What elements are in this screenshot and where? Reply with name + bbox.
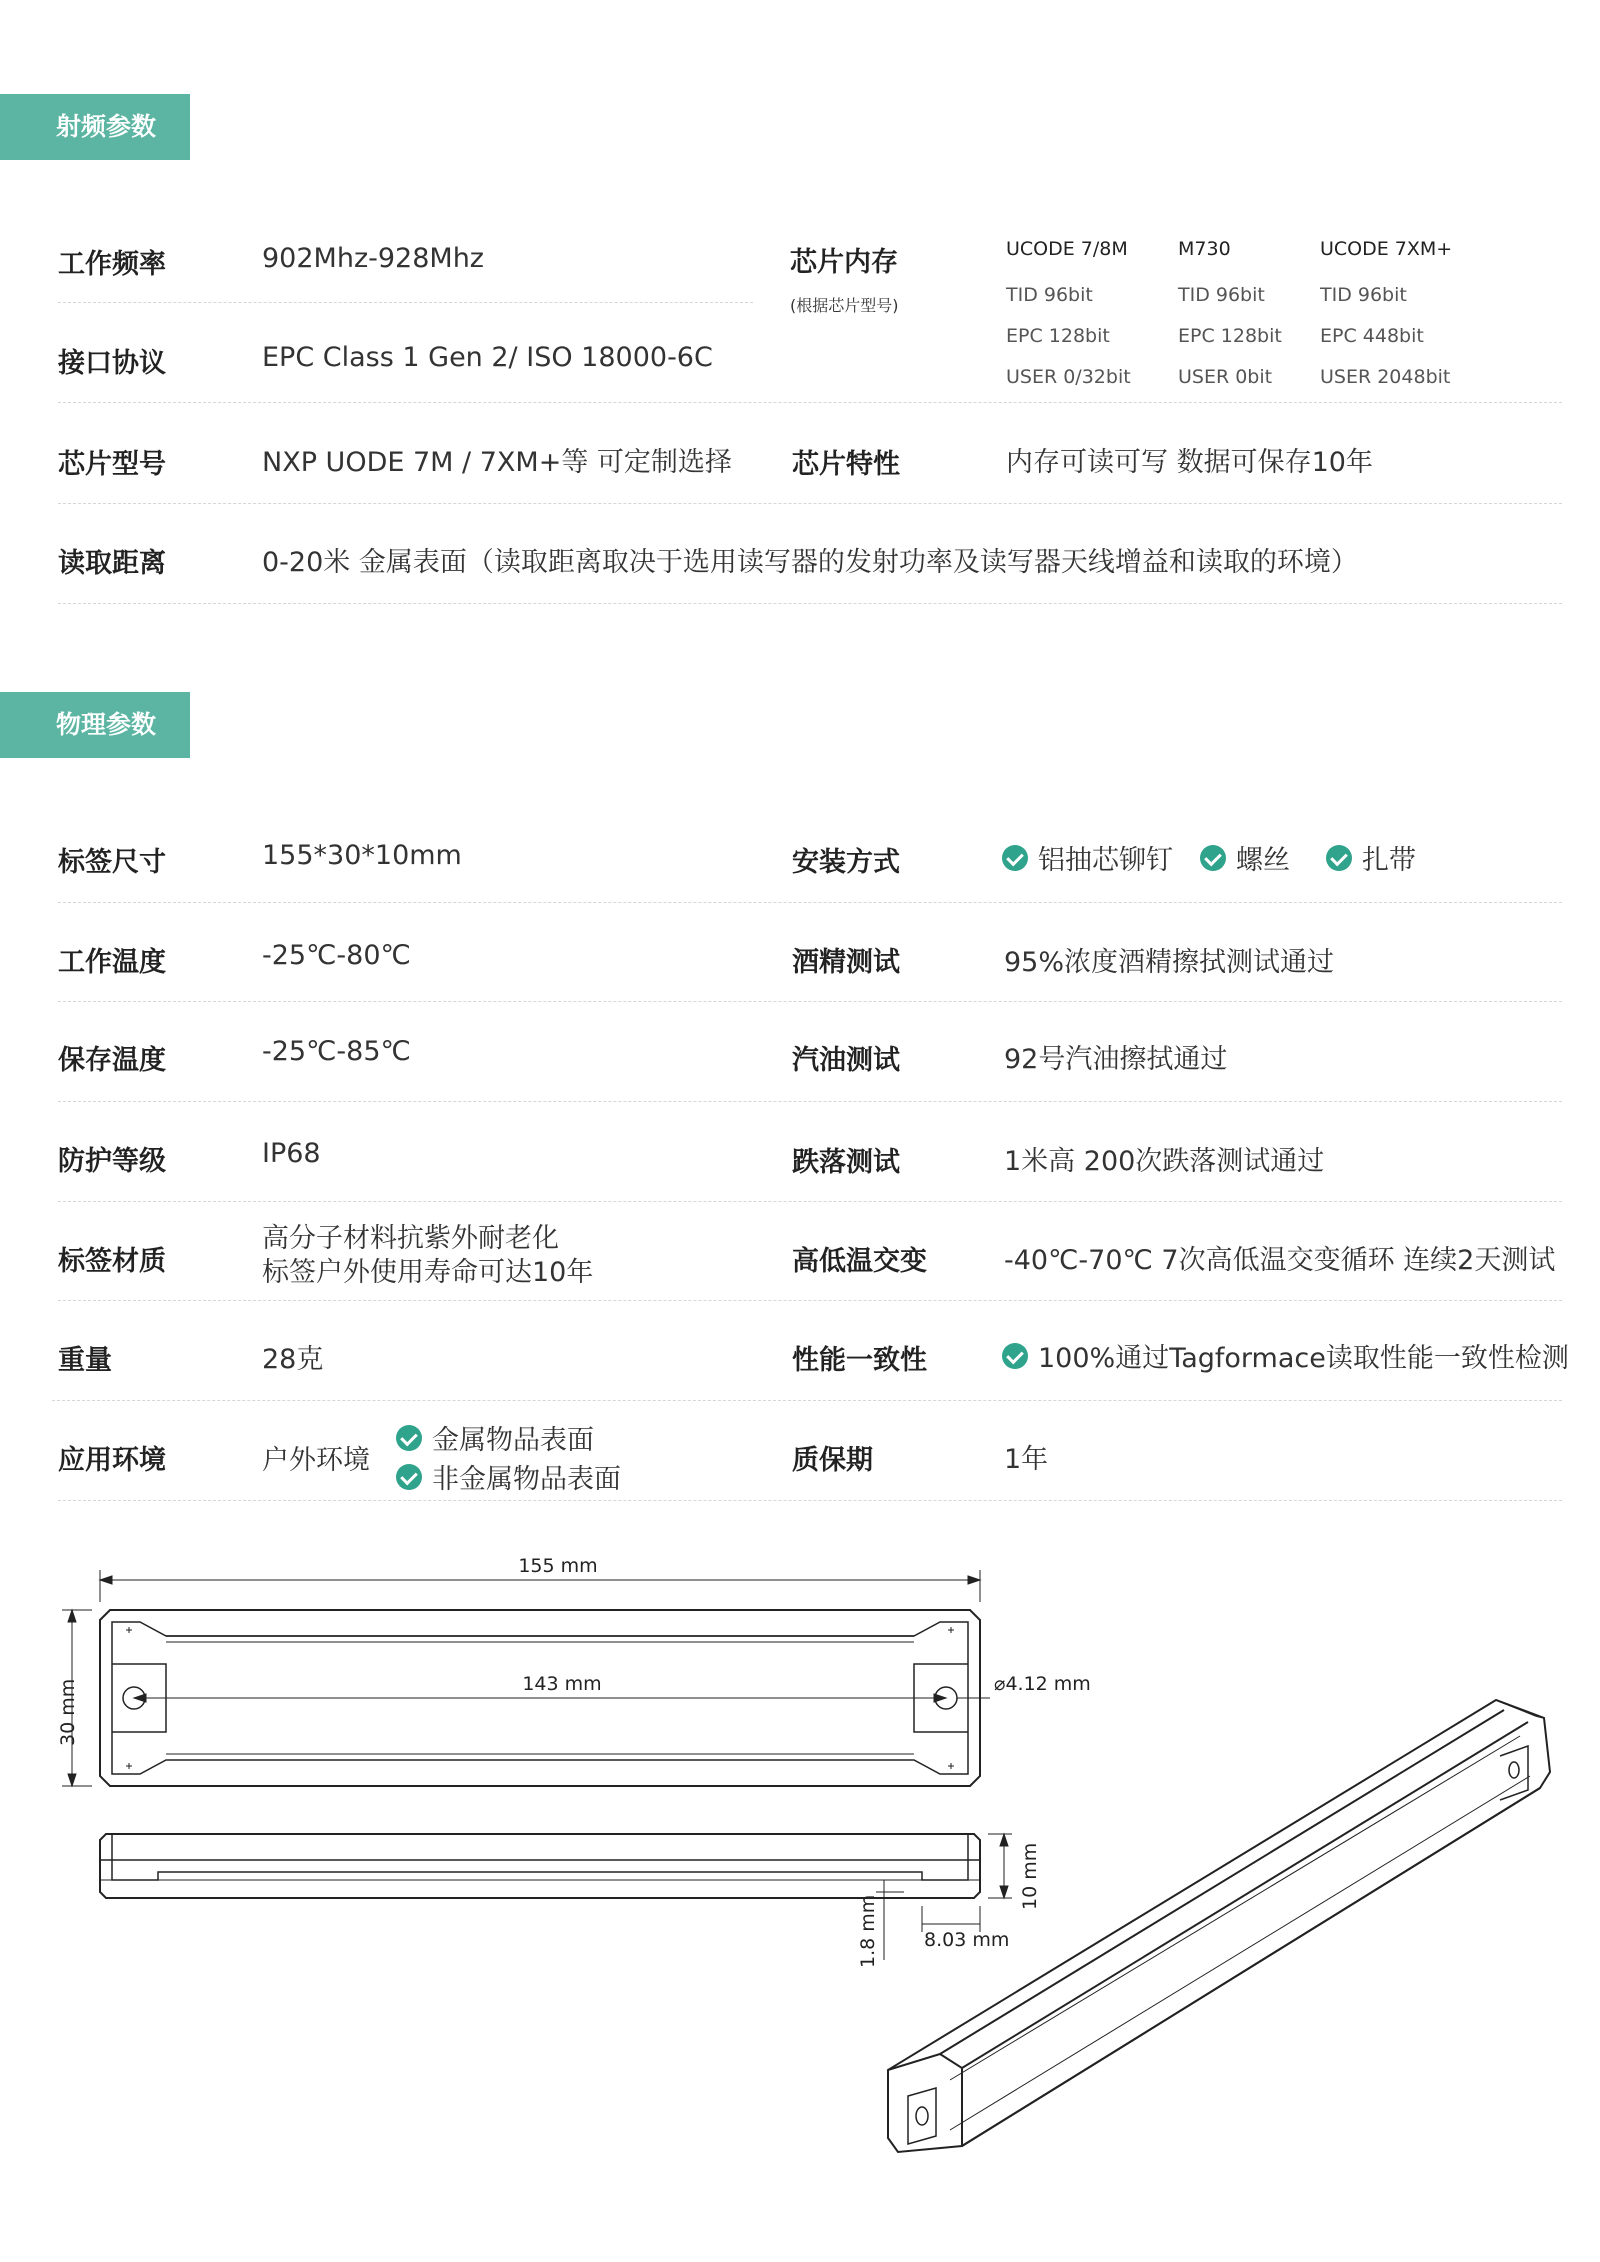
check-icon bbox=[1200, 845, 1226, 871]
dim-height: 10 mm bbox=[1019, 1842, 1041, 1910]
label-alcohol-test: 酒精测试 bbox=[792, 947, 900, 978]
label-frequency: 工作频率 bbox=[58, 249, 166, 280]
label-thermal-cycle: 高低温交变 bbox=[792, 1246, 927, 1277]
value-chip-model: NXP UODE 7M / 7XM+等 可定制选择 bbox=[262, 447, 732, 478]
divider bbox=[58, 1001, 1562, 1002]
label-warranty: 质保期 bbox=[792, 1445, 873, 1476]
label-material: 标签材质 bbox=[58, 1246, 166, 1277]
dim-slot: 8.03 mm bbox=[924, 1929, 1010, 1951]
chip-col-2-epc: EPC 128bit bbox=[1178, 325, 1282, 347]
value-environment: 户外环境 bbox=[262, 1445, 370, 1476]
value-weight: 28克 bbox=[262, 1344, 324, 1375]
chip-col-3-tid: TID 96bit bbox=[1320, 284, 1407, 306]
label-environment: 应用环境 bbox=[58, 1445, 166, 1476]
label-storage-temp: 保存温度 bbox=[58, 1045, 166, 1076]
divider bbox=[58, 1300, 1562, 1301]
chip-col-1-user: USER 0/32bit bbox=[1006, 366, 1131, 388]
install-option-rivet: 铝抽芯铆钉 bbox=[1002, 838, 1173, 877]
divider bbox=[58, 503, 1562, 504]
env-option-metal: 金属物品表面 bbox=[396, 1418, 594, 1457]
side-view bbox=[100, 1834, 980, 1898]
value-thermal-cycle: -40℃-70℃ 7次高低温交变循环 连续2天测试 bbox=[1004, 1245, 1556, 1276]
value-chip-feature: 内存可读可写 数据可保存10年 bbox=[1006, 447, 1373, 478]
chip-col-2-name: M730 bbox=[1178, 238, 1231, 260]
divider bbox=[58, 1201, 1562, 1202]
tag-technical-drawing bbox=[0, 1540, 1600, 2262]
value-read-range: 0-20米 金属表面（读取距离取决于选用读写器的发射功率及读写器天线增益和读取的环境） bbox=[262, 547, 1358, 578]
divider bbox=[58, 1500, 1562, 1501]
value-gasoline-test: 92号汽油擦拭通过 bbox=[1004, 1044, 1228, 1075]
dim-hole-spacing: 143 mm bbox=[522, 1673, 602, 1695]
divider bbox=[58, 302, 753, 303]
install-option-strap: 扎带 bbox=[1326, 838, 1416, 877]
value-storage-temp: -25℃-85℃ bbox=[262, 1036, 411, 1067]
value-size: 155*30*10mm bbox=[262, 840, 462, 871]
divider bbox=[58, 402, 1562, 403]
label-work-temp: 工作温度 bbox=[58, 947, 166, 978]
label-chip-memory: 芯片内存 bbox=[790, 247, 898, 278]
label-weight: 重量 bbox=[58, 1345, 112, 1376]
chip-col-1-name: UCODE 7/8M bbox=[1006, 238, 1128, 260]
dim-width: 30 mm bbox=[57, 1678, 79, 1746]
isometric-view bbox=[888, 1700, 1550, 2152]
check-icon bbox=[1326, 845, 1352, 871]
value-protection: IP68 bbox=[262, 1138, 321, 1169]
env-option-nonmetal: 非金属物品表面 bbox=[396, 1457, 621, 1496]
dim-thickness: 1.8 mm bbox=[857, 1894, 879, 1968]
label-chip-feature: 芯片特性 bbox=[792, 449, 900, 480]
chip-col-1-tid: TID 96bit bbox=[1006, 284, 1093, 306]
chip-memory-note: (根据芯片型号) bbox=[790, 296, 899, 315]
check-icon bbox=[1002, 1343, 1028, 1369]
label-chip-model: 芯片型号 bbox=[58, 449, 166, 480]
label-protection: 防护等级 bbox=[58, 1146, 166, 1177]
label-consistency: 性能一致性 bbox=[792, 1345, 927, 1376]
chip-col-1-epc: EPC 128bit bbox=[1006, 325, 1110, 347]
value-material: 高分子材料抗紫外耐老化 标签户外使用寿命可达10年 bbox=[262, 1223, 594, 1288]
phys-section-title: 物理参数 bbox=[0, 692, 190, 758]
divider bbox=[52, 1400, 1562, 1401]
divider bbox=[58, 603, 1562, 604]
label-gasoline-test: 汽油测试 bbox=[792, 1045, 900, 1076]
check-icon bbox=[396, 1464, 422, 1490]
value-drop-test: 1米高 200次跌落测试通过 bbox=[1004, 1146, 1325, 1177]
dim-length: 155 mm bbox=[518, 1555, 598, 1577]
label-size: 标签尺寸 bbox=[58, 847, 166, 878]
consistency-check: 100%通过Tagformace读取性能一致性检测 bbox=[1002, 1336, 1569, 1375]
check-icon bbox=[1002, 845, 1028, 871]
value-alcohol-test: 95%浓度酒精擦拭测试通过 bbox=[1004, 947, 1335, 978]
chip-col-3-name: UCODE 7XM+ bbox=[1320, 238, 1453, 260]
label-install: 安装方式 bbox=[792, 847, 900, 878]
rf-section-title: 射频参数 bbox=[0, 94, 190, 160]
chip-col-3-user: USER 2048bit bbox=[1320, 366, 1451, 388]
install-option-screw: 螺丝 bbox=[1200, 838, 1290, 877]
label-protocol: 接口协议 bbox=[58, 348, 166, 379]
divider bbox=[58, 902, 1562, 903]
value-warranty: 1年 bbox=[1004, 1444, 1049, 1475]
chip-col-2-user: USER 0bit bbox=[1178, 366, 1273, 388]
divider bbox=[58, 1101, 1562, 1102]
value-frequency: 902Mhz-928Mhz bbox=[262, 243, 484, 274]
check-icon bbox=[396, 1425, 422, 1451]
chip-col-2-tid: TID 96bit bbox=[1178, 284, 1265, 306]
label-drop-test: 跌落测试 bbox=[792, 1147, 900, 1178]
value-work-temp: -25℃-80℃ bbox=[262, 940, 411, 971]
chip-col-3-epc: EPC 448bit bbox=[1320, 325, 1424, 347]
label-read-range: 读取距离 bbox=[58, 548, 166, 579]
dim-hole-dia: ⌀4.12 mm bbox=[994, 1673, 1091, 1695]
value-protocol: EPC Class 1 Gen 2/ ISO 18000-6C bbox=[262, 342, 713, 373]
